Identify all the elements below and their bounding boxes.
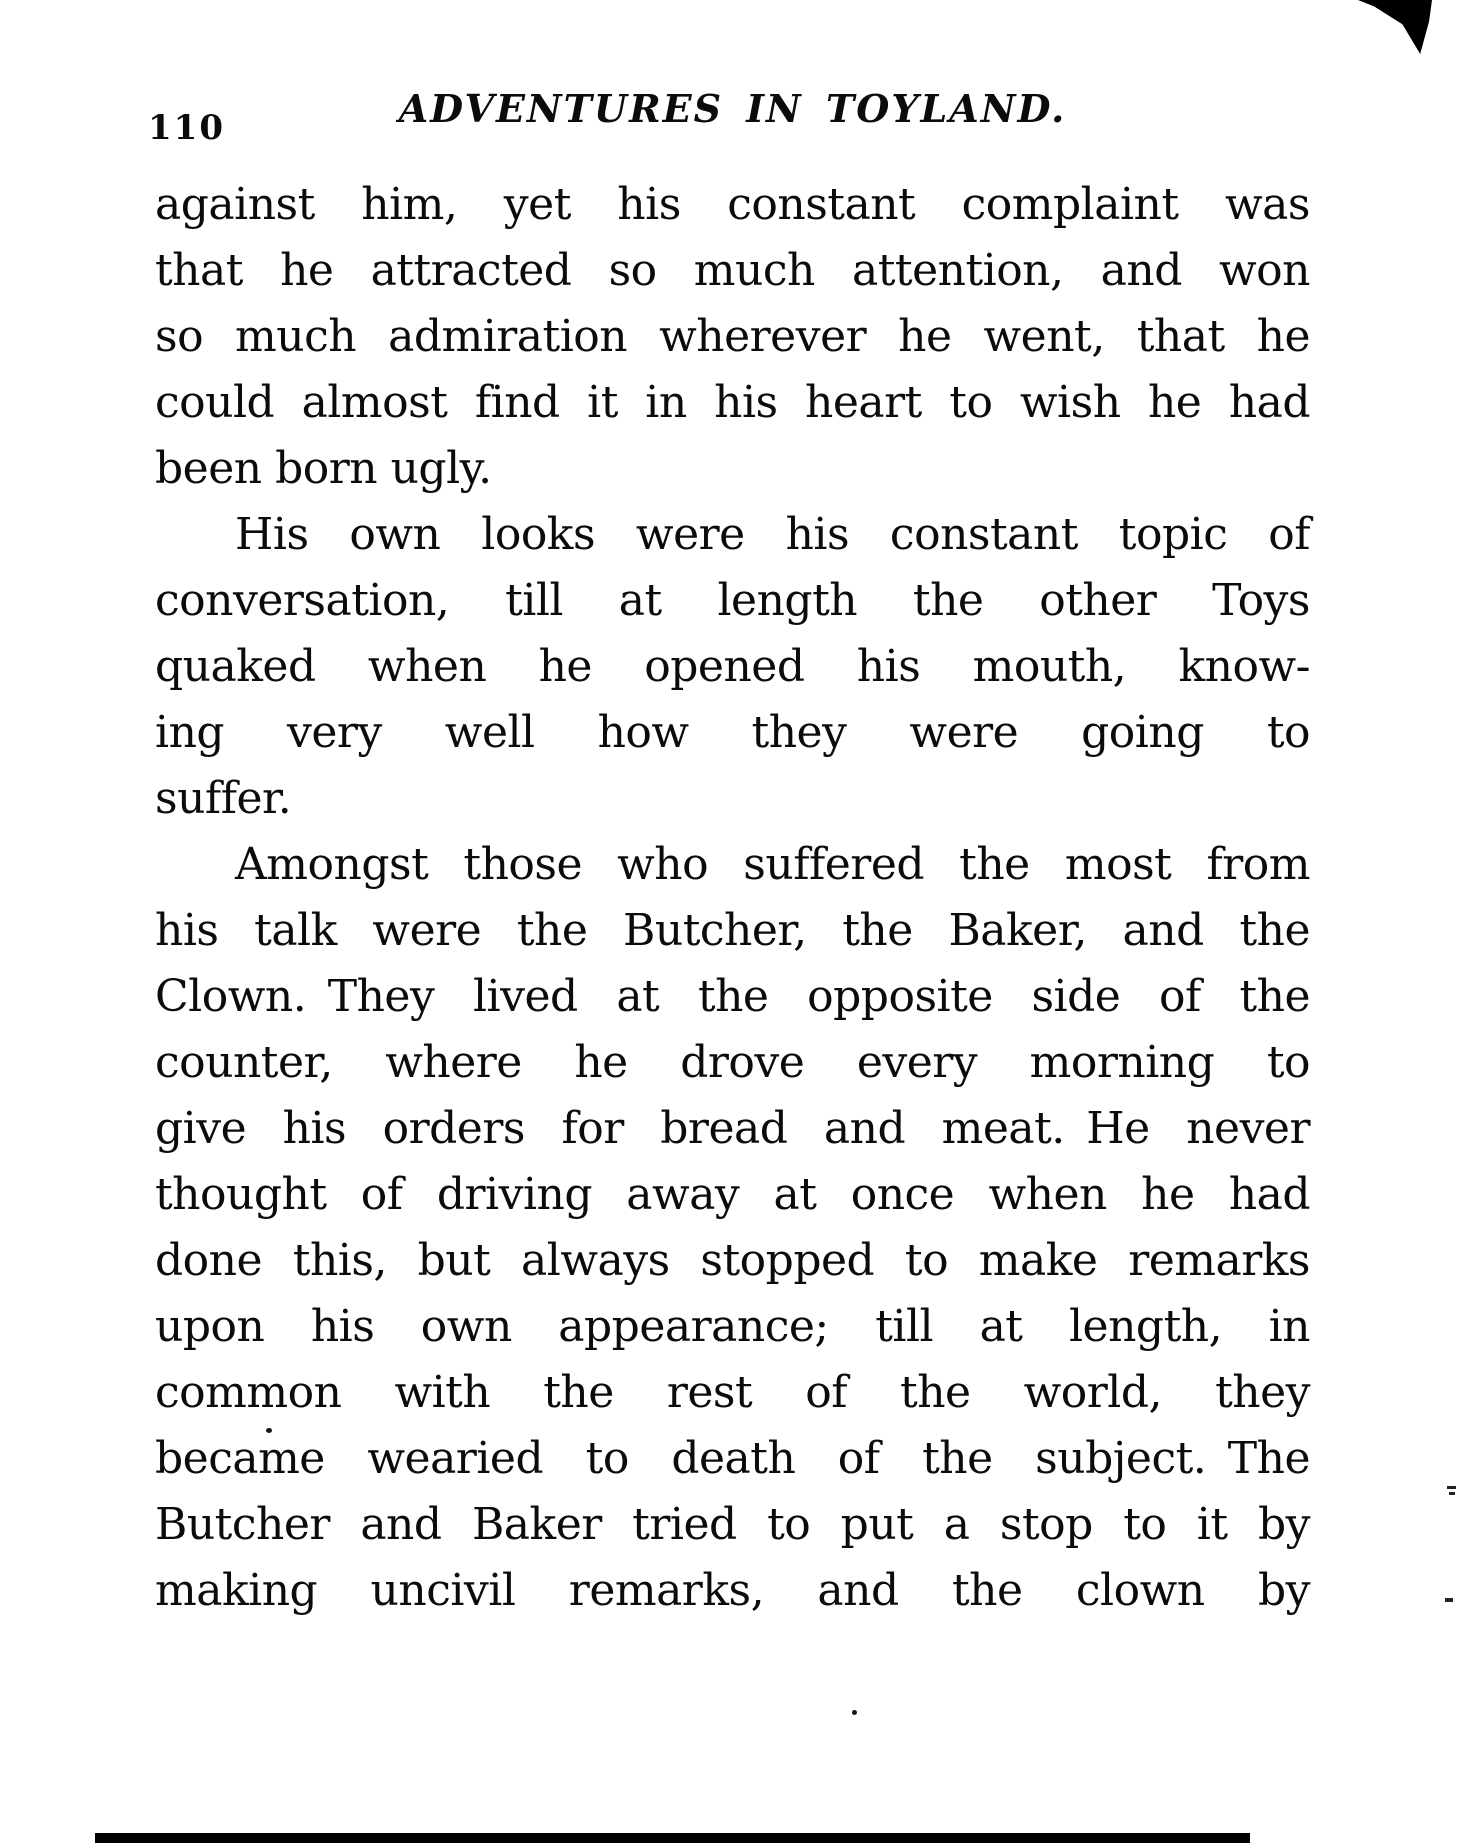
running-header-title: ADVENTURES IN TOYLAND. bbox=[398, 86, 1067, 131]
text-line: making uncivil remarks, and the clown by bbox=[155, 1565, 1310, 1616]
text-line: Clown. They lived at the opposite side of the bbox=[155, 971, 1310, 1022]
text-line: his talk were the Butcher, the Baker, and the bbox=[155, 905, 1310, 956]
text-line: counter, where he drove every morning to bbox=[155, 1037, 1310, 1088]
text-line: suffer. bbox=[155, 773, 292, 824]
text-line: been born ugly. bbox=[155, 443, 492, 494]
scan-edge-mark bbox=[1449, 1492, 1455, 1495]
body-text bbox=[155, 172, 1310, 1624]
ink-speck bbox=[852, 1710, 857, 1715]
scan-corner-mark-icon bbox=[1358, 0, 1432, 54]
text-line: give his orders for bread and meat. He never bbox=[155, 1103, 1310, 1154]
text-line: that he attracted so much attention, and won bbox=[155, 245, 1310, 296]
ink-speck bbox=[266, 1428, 272, 1433]
scan-edge-mark bbox=[1447, 1486, 1456, 1489]
text-line: His own looks were his constant topic of bbox=[235, 509, 1310, 560]
scan-bottom-bar bbox=[95, 1833, 1250, 1843]
text-line: so much admiration wherever he went, that he bbox=[155, 311, 1310, 362]
text-line: common with the rest of the world, they bbox=[155, 1367, 1310, 1418]
text-line: Butcher and Baker tried to put a stop to it by bbox=[155, 1499, 1310, 1550]
text-line: could almost find it in his heart to wish he had bbox=[155, 377, 1310, 428]
text-line: upon his own appearance; till at length, in bbox=[155, 1301, 1310, 1352]
text-line: done this, but always stopped to make remarks bbox=[155, 1235, 1310, 1286]
text-line: thought of driving away at once when he had bbox=[155, 1169, 1310, 1220]
text-line: became wearied to death of the subject. The bbox=[155, 1433, 1310, 1484]
text-line: quaked when he opened his mouth, know- bbox=[155, 641, 1310, 692]
text-line: ing very well how they were going to bbox=[155, 707, 1310, 758]
scan-edge-mark bbox=[1445, 1598, 1453, 1602]
text-line: Amongst those who suffered the most from bbox=[235, 839, 1310, 890]
text-line: against him, yet his constant complaint was bbox=[155, 179, 1310, 230]
page-number: 110 bbox=[148, 108, 225, 148]
text-line: conversation, till at length the other Toys bbox=[155, 575, 1310, 626]
